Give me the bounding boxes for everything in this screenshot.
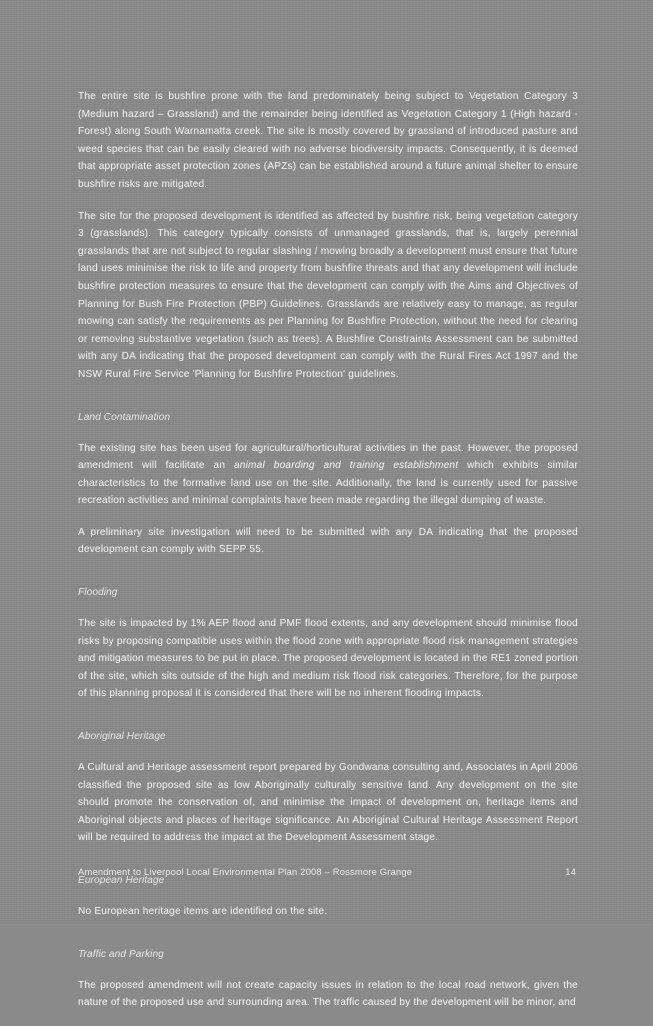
heading-aboriginal-heritage: Aboriginal Heritage [78,731,166,743]
paragraph-bushfire-overview: The entire site is bushfire prone with the land predominately being subject to Vegetation Category 3 (Medium hazard – Grassland) and the remainder being identified as Vegetation Category 1 (High hazard - Forest) along South Warnamatta creek. The site is mostly covered by grassland of introduced pasture and weed species that can be easily cleared with no adverse biodiversity impacts. Consequently, it is deemed that appropriate asset protection zones (APZs) can be established around a future animal shelter to ensure bushfire risks are mitigated. [78,91,578,190]
paragraph-flooding: The site is impacted by 1% AEP flood and PMF flood extents, and any development should minimise flood risks by proposing compatible uses within the flood zone with appropriate flood risk management strategies and mitigation measures to be put in place. The proposed development is located in the RE1 zoned portion of the site, which sits outside of the high and medium risk flood risk categories. Therefore, for the purpose of this planning proposal it is considered that there will be no inherent flooding impacts. [78,618,578,700]
land-contamination-italic-use: animal boarding and training establishment [233,460,459,472]
paragraph-aboriginal-heritage: A Cultural and Heritage assessment report prepared by Gondwana consulting and, Associates in April 2006 classified the proposed site as low Aboriginally culturally sensitive land. Any development on the site should promote the conservation of, and minimise the impact of development on, heritage items and Aboriginal objects and places of heritage significance. An Aboriginal Cultural Heritage Assessment Report will be required to address the impact at the Development Assessment stage. [78,762,578,844]
heading-land-contamination: Land Contamination [78,411,171,423]
land-contamination-text-part-2: which exhibits similar characteristics to the formative land use on the site. Additionally, the land is currently used for passive recreation activities and minimal complaints have been made regarding the illegal dumping of waste. [78,460,579,507]
footer-page-number: 14 [565,866,576,877]
heading-european-heritage: European Heritage [78,875,165,886]
footer-divider [78,858,578,859]
paragraph-land-contamination-sepp: A preliminary site investigation will need to be submitted with any DA indicating that the proposed development can comply with SEPP 55. [78,526,578,556]
paragraph-land-contamination-uses [78,440,578,510]
section-gap [78,717,578,723]
page-content [78,88,578,1026]
paragraph-european-heritage: No European heritage items are identified on the site. [78,906,328,917]
page-footer [78,866,578,877]
footer-document-title: Amendment to Liverpool Local Environmental Plan 2008 – Rossmore Grange [78,866,413,877]
section-gap [78,573,578,579]
heading-traffic-and-parking: Traffic and Parking [78,948,164,960]
paragraph-bushfire-category: The site for the proposed development is identified as affected by bushfire risk, being vegetation category 3 (grasslands). This category typically consists of unmanaged grasslands, that is, largely perennial grasslands that are not subject to regular slashing / mowing broadly a development must ensure that future land uses minimise the risk to life and property from bushfire threats and that any development will include bushfire protection measures to ensure that the development can comply with the Aims and Objectives of Planning for Bush Fire Protection (PBP) Guidelines. Grasslands are relatively easy to manage, as regular mowing can satisfy the requirements as per Planning for Bushfire Protection, without the need for clearing or removing substantive vegetation (such as trees). A Bushfire Constraints Assessment can be submitted with any DA indicating that the proposed development can comply with the Rural Fires Act 1997 and the NSW Rural Fire Service 'Planning for Bushfire Protection' guidelines. [78,210,578,380]
section-gap [78,935,578,941]
land-contamination-text-part-1: The existing site has been used for agricultural/horticultural activities in the past. However, the proposed amendment will facilitate an [78,442,578,472]
heading-flooding: Flooding [78,587,118,599]
paragraph-traffic-and-parking: The proposed amendment will not create capacity issues in relation to the local road network, given the nature of the proposed use and surrounding area. The traffic caused by the development will be minor, and [78,979,578,1009]
section-gap [78,398,578,404]
